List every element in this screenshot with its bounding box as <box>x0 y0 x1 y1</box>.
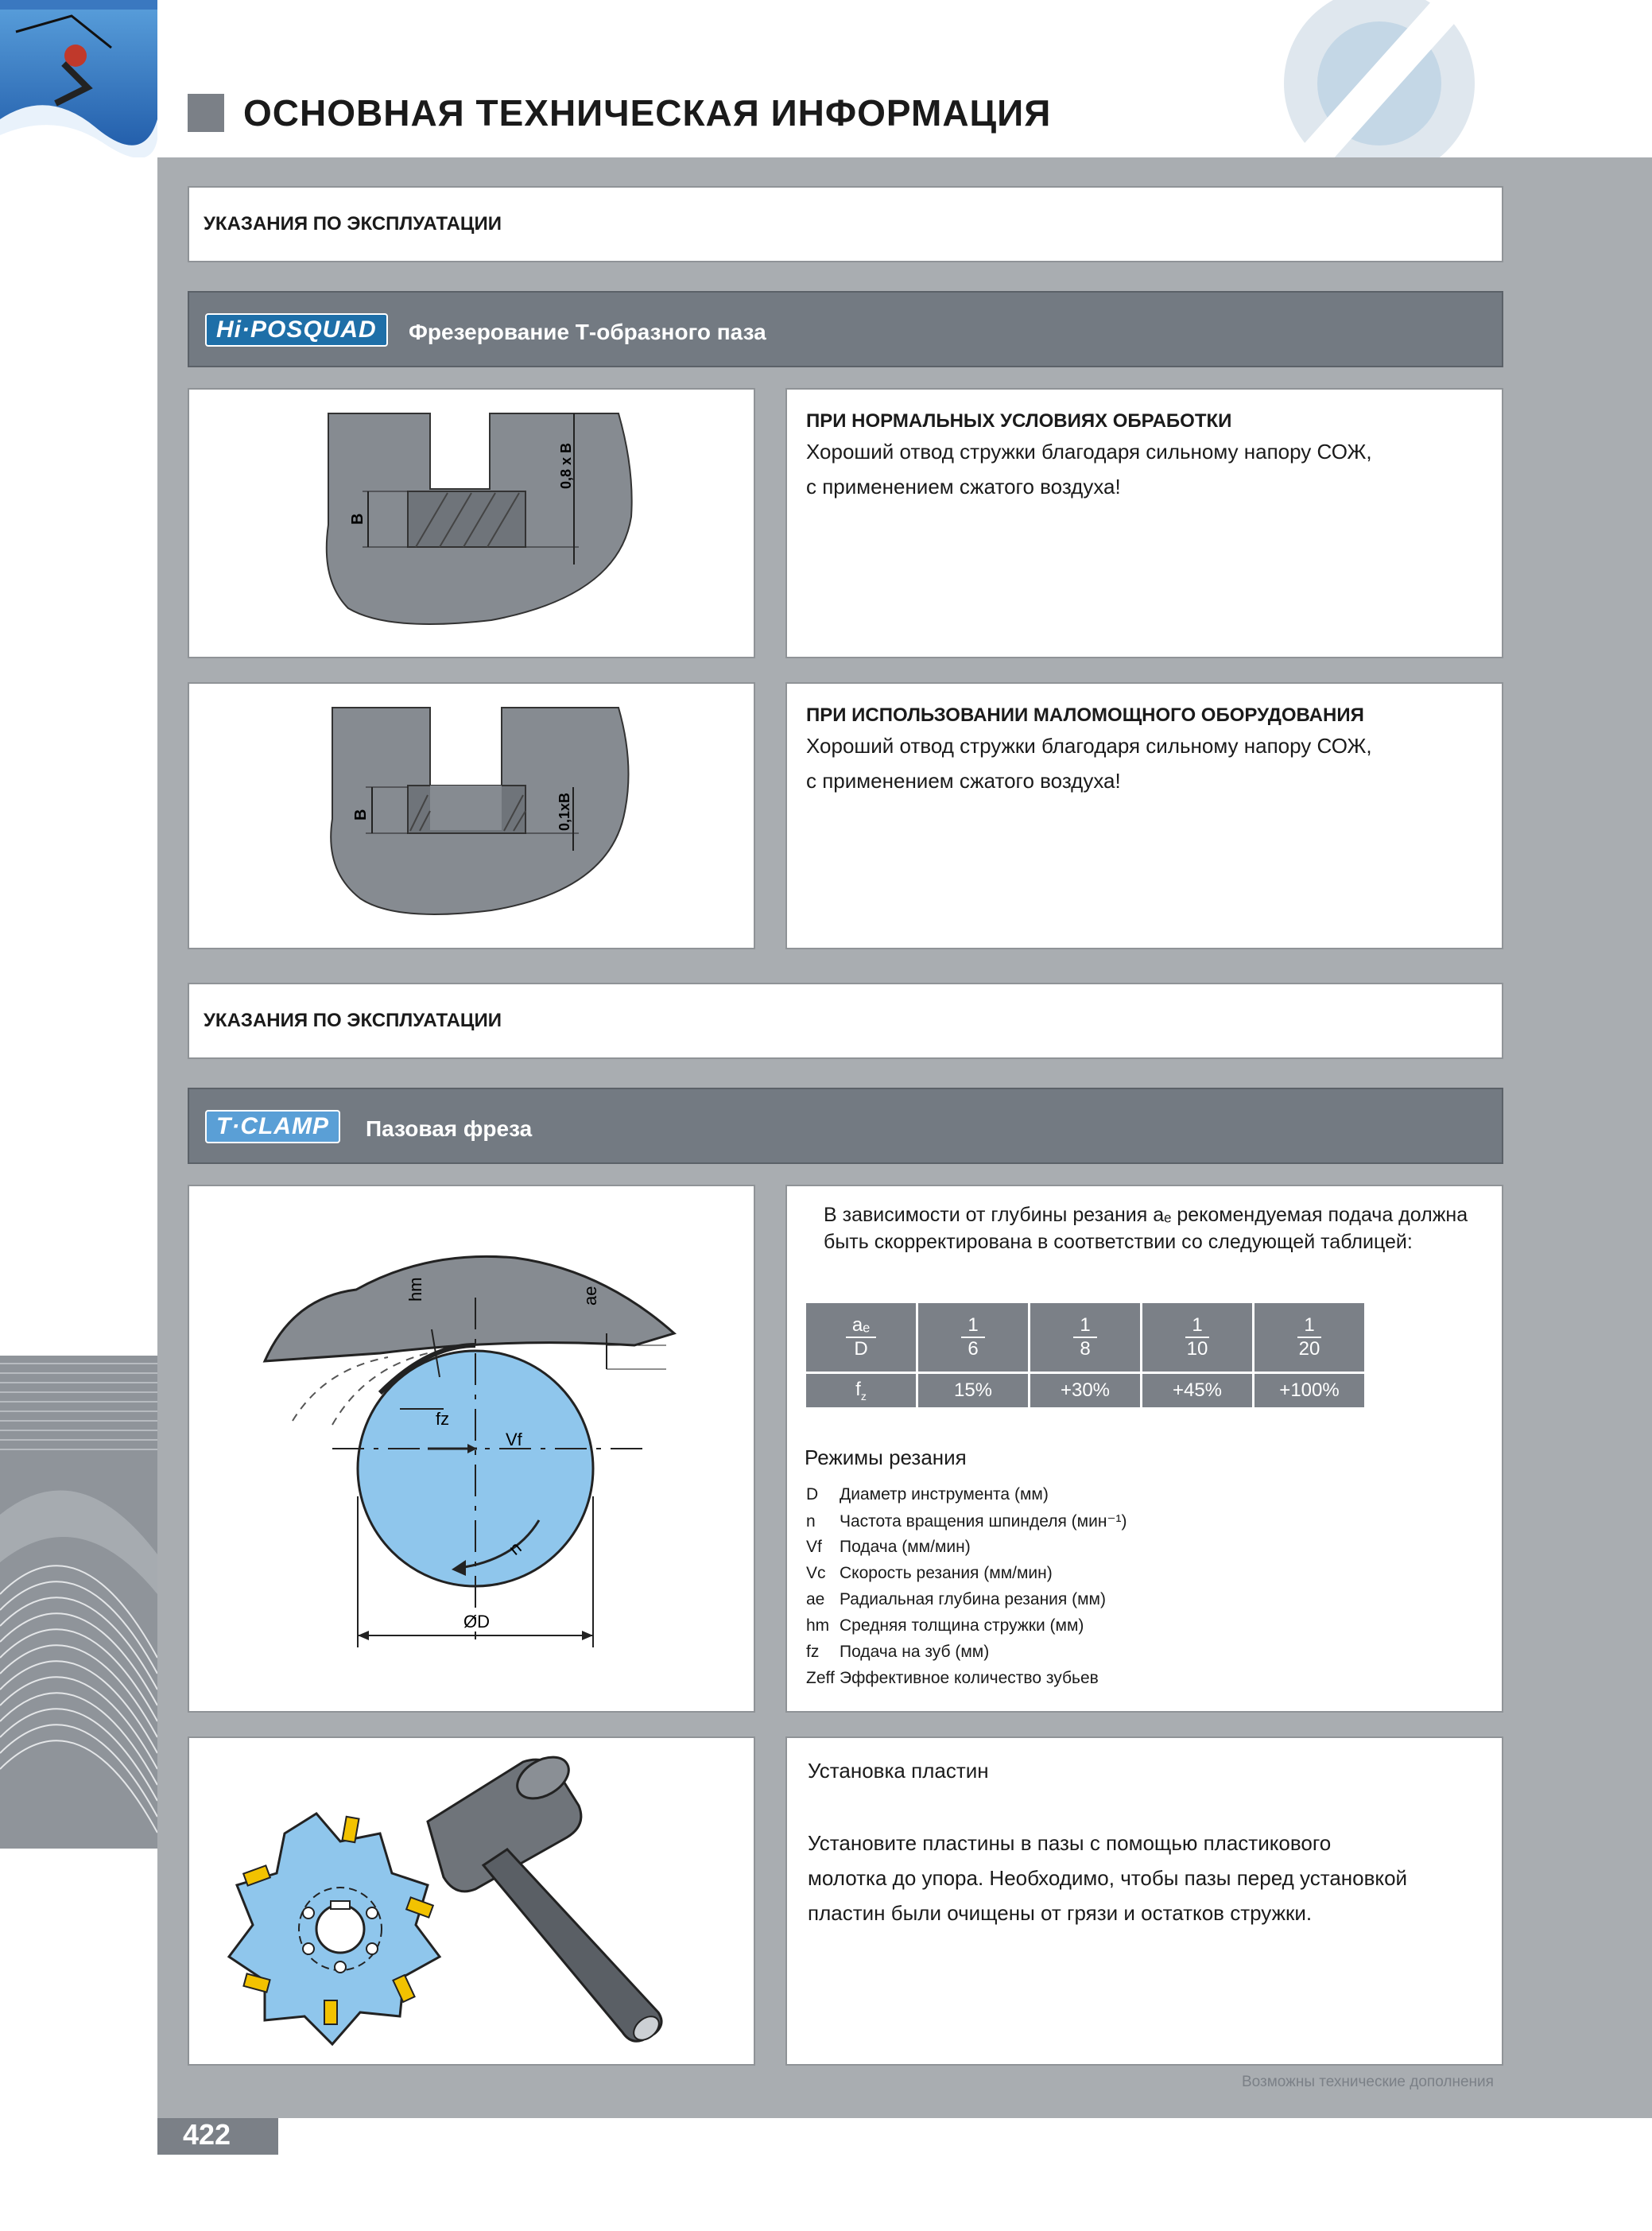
feed-value-cell: +45% <box>1142 1374 1252 1407</box>
ratio-cell <box>1142 1303 1252 1372</box>
feed-row <box>806 1374 1364 1407</box>
legend-symbol: fz <box>806 1643 820 1661</box>
section-header-tclamp <box>188 1088 1503 1164</box>
table-header-cell <box>806 1374 916 1407</box>
condition-lowpower-panel <box>785 682 1503 949</box>
page-number: 422 <box>183 2118 231 2151</box>
legend-text: Подача на зуб (мм) <box>840 1643 990 1661</box>
technical-changes-note: Возможны технические дополнения <box>1242 2074 1494 2090</box>
dim-depth-label: 0,1xB <box>556 792 572 831</box>
decorative-waves <box>0 1356 157 1849</box>
legend-text: Диаметр инструмента (мм) <box>840 1485 1049 1504</box>
section-heading: Фрезерование Т-образного паза <box>409 320 766 344</box>
vf-label: Vf <box>506 1430 522 1449</box>
insert-installation-line2: молотка до упора. Необходимо, чтобы пазы перед установкой <box>808 1866 1408 1890</box>
ratio-numerator: 1 <box>1185 1314 1208 1338</box>
hiposquad-logo: Hi·POSQUAD <box>205 313 388 347</box>
dim-b-label: B <box>349 513 366 525</box>
ratio-denominator: D <box>854 1338 868 1360</box>
insert-installation-panel <box>785 1736 1503 2066</box>
row-label: f <box>855 1379 861 1401</box>
legend-text: Подача (мм/мин) <box>840 1538 971 1556</box>
insert-installation-illustration <box>188 1736 755 2066</box>
feed-correction-panel <box>785 1185 1503 1713</box>
fz-label: fz <box>436 1409 450 1429</box>
ratio-denominator: 10 <box>1186 1338 1208 1360</box>
legend-item <box>806 1669 1127 1695</box>
decorative-circle <box>1280 0 1479 183</box>
ratio-denominator: 20 <box>1298 1338 1320 1360</box>
legend-item <box>806 1538 1127 1564</box>
legend-symbol: hm <box>806 1616 830 1635</box>
legend-text: Средняя толщина стружки (мм) <box>840 1616 1084 1635</box>
ratio-denominator: 6 <box>968 1338 979 1360</box>
usage-bar-1 <box>188 186 1503 262</box>
section-heading: Пазовая фреза <box>366 1116 533 1141</box>
ratio-cell <box>1030 1303 1140 1372</box>
cutting-modes-title: Режимы резания <box>805 1445 967 1469</box>
intro-line1: В зависимости от глубины резания aₑ рекомендуемая подача должна <box>824 1204 1468 1226</box>
cutter-engagement-diagram <box>188 1185 755 1713</box>
row-label-sub: z <box>860 1389 867 1403</box>
slot-diagram-lowpower <box>188 682 755 949</box>
legend-symbol: D <box>806 1485 819 1504</box>
condition-title: ПРИ ИСПОЛЬЗОВАНИИ МАЛОМОЩНОГО ОБОРУДОВАНИЯ <box>806 704 1364 726</box>
dim-depth-label: 0,8 x B <box>558 442 574 489</box>
legend-item <box>806 1643 1127 1669</box>
ratio-numerator: 1 <box>961 1314 984 1338</box>
condition-text-line2: с применением сжатого воздуха! <box>806 475 1121 499</box>
legend-symbol: n <box>806 1512 816 1531</box>
legend-text: Скорость резания (мм/мин) <box>840 1564 1053 1582</box>
legend-item <box>806 1590 1127 1616</box>
diameter-label: ØD <box>463 1612 490 1632</box>
feed-value-cell: +100% <box>1255 1374 1364 1407</box>
corner-photo <box>0 0 157 157</box>
ratio-denominator: 8 <box>1080 1338 1091 1360</box>
legend-text: Эффективное количество зубьев <box>840 1669 1099 1687</box>
ratio-numerator: 1 <box>1297 1314 1320 1338</box>
page-title: ОСНОВНАЯ ТЕХНИЧЕСКАЯ ИНФОРМАЦИЯ <box>243 92 1052 134</box>
ratio-numerator: aₑ <box>846 1314 876 1338</box>
tclamp-logo: T·CLAMP <box>205 1110 340 1143</box>
condition-text-line2: с применением сжатого воздуха! <box>806 769 1121 793</box>
legend-symbol: Vc <box>806 1564 826 1582</box>
ratio-row <box>806 1303 1364 1372</box>
feed-value-cell: 15% <box>918 1374 1028 1407</box>
legend-text: Радиальная глубина резания (мм) <box>840 1590 1106 1608</box>
legend-item <box>806 1564 1127 1590</box>
hm-label: hm <box>405 1277 425 1302</box>
condition-title: ПРИ НОРМАЛЬНЫХ УСЛОВИЯХ ОБРАБОТКИ <box>806 410 1232 432</box>
legend-item <box>806 1485 1127 1511</box>
usage-bar-2 <box>188 983 1503 1059</box>
feed-value-cell: +30% <box>1030 1374 1140 1407</box>
legend-symbol: Vf <box>806 1538 822 1556</box>
slot-diagram-normal <box>188 388 755 658</box>
legend-item <box>806 1616 1127 1643</box>
symbol-legend <box>806 1485 1127 1695</box>
legend-symbol: ae <box>806 1590 825 1608</box>
dim-b-label: B <box>352 809 370 821</box>
section-header-hiposquad <box>188 291 1503 367</box>
insert-installation-title: Установка пластин <box>808 1759 989 1783</box>
condition-normal-panel <box>785 388 1503 658</box>
ratio-numerator: 1 <box>1073 1314 1096 1338</box>
ae-label: ae <box>580 1286 600 1306</box>
n-label: n <box>505 1537 525 1559</box>
legend-symbol: Zeff <box>806 1669 835 1687</box>
feed-correction-table <box>804 1301 1367 1410</box>
table-header-cell <box>806 1303 916 1372</box>
condition-text-line1: Хороший отвод стружки благодаря сильному напору СОЖ, <box>806 734 1372 758</box>
legend-text: Частота вращения шпинделя (мин⁻¹) <box>840 1512 1127 1531</box>
usage-bar-label: УКАЗАНИЯ ПО ЭКСПЛУАТАЦИИ <box>204 213 502 235</box>
title-marker <box>188 94 224 132</box>
legend-item <box>806 1511 1127 1538</box>
insert-installation-line1: Установите пластины в пазы с помощью пластикового <box>808 1831 1332 1855</box>
insert-installation-line3: пластин были очищены от грязи и остатков стружки. <box>808 1901 1313 1925</box>
ratio-cell <box>1255 1303 1364 1372</box>
condition-text-line1: Хороший отвод стружки благодаря сильному напору СОЖ, <box>806 440 1372 464</box>
intro-line2: быть скорректирована в соответствии со следующей таблицей: <box>824 1231 1413 1253</box>
ratio-cell <box>918 1303 1028 1372</box>
usage-bar-label: УКАЗАНИЯ ПО ЭКСПЛУАТАЦИИ <box>204 1010 502 1031</box>
